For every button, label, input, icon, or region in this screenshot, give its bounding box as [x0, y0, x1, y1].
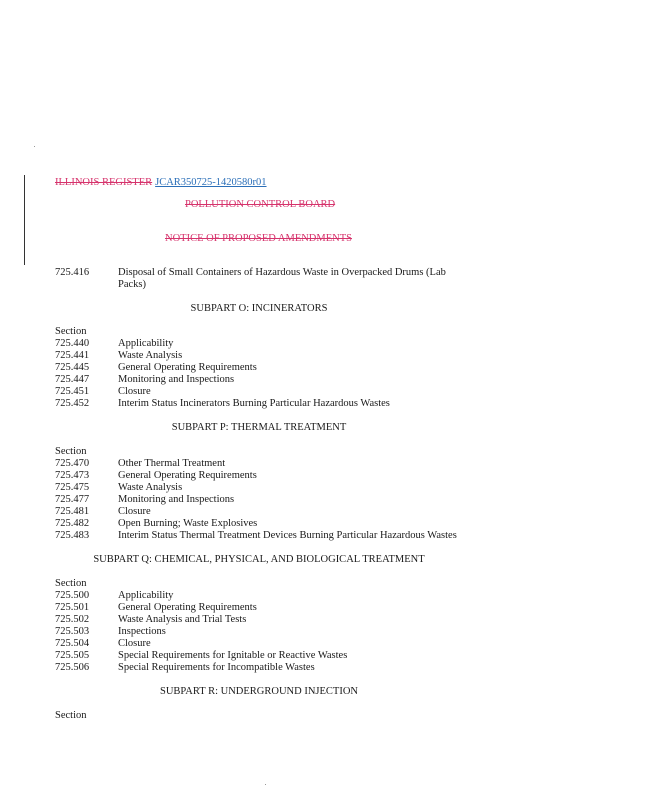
section-number: 725.470	[55, 458, 90, 469]
subpart-p-heading: SUBPART P: THERMAL TREATMENT	[171, 422, 347, 433]
register-deleted-text: ILLINOIS REGISTER	[55, 177, 153, 188]
subpart-r-heading: SUBPART R: UNDERGROUND INJECTION	[159, 686, 359, 697]
section-label: Section	[55, 326, 87, 337]
section-title: Closure	[118, 386, 151, 397]
section-title: Inspections	[118, 626, 166, 637]
section-title-line: Packs)	[118, 279, 146, 290]
section-number: 725.451	[55, 386, 90, 397]
section-title: Waste Analysis and Trial Tests	[118, 614, 247, 625]
scan-speck	[265, 784, 266, 785]
section-number: 725.473	[55, 470, 90, 481]
section-title: Interim Status Incinerators Burning Particular Hazardous Wastes	[118, 398, 390, 409]
section-number: 725.482	[55, 518, 90, 529]
section-title: Applicability	[118, 338, 174, 349]
section-title-line: Disposal of Small Containers of Hazardous Waste in Overpacked Drums (Lab	[118, 267, 446, 278]
section-number: 725.440	[55, 338, 90, 349]
section-label: Section	[55, 710, 87, 721]
section-title: Monitoring and Inspections	[118, 494, 235, 505]
section-label: Section	[55, 578, 87, 589]
section-title: General Operating Requirements	[118, 362, 257, 373]
section-number: 725.502	[55, 614, 90, 625]
section-number: 725.445	[55, 362, 90, 373]
section-number: 725.504	[55, 638, 90, 649]
section-number: 725.447	[55, 374, 90, 385]
section-number: 725.500	[55, 590, 90, 601]
scan-speck	[34, 146, 35, 147]
section-title: Closure	[118, 506, 151, 517]
section-title: Interim Status Thermal Treatment Devices Burning Particular Hazardous Wastes	[118, 530, 457, 541]
section-number: 725.475	[55, 482, 90, 493]
section-title: Waste Analysis	[118, 350, 183, 361]
section-number: 725.481	[55, 506, 90, 517]
section-title: Closure	[118, 638, 151, 649]
section-number: 725.441	[55, 350, 90, 361]
subpart-q-heading: SUBPART Q: CHEMICAL, PHYSICAL, AND BIOLOGICAL TREATMENT	[93, 554, 425, 565]
section-title: Special Requirements for Incompatible Wastes	[118, 662, 315, 673]
section-title: Monitoring and Inspections	[118, 374, 235, 385]
section-title: Special Requirements for Ignitable or Reactive Wastes	[118, 650, 348, 661]
section-number: 725.483	[55, 530, 90, 541]
section-number: 725.501	[55, 602, 90, 613]
subpart-o-heading: SUBPART O: INCINERATORS	[190, 303, 328, 314]
section-label: Section	[55, 446, 87, 457]
section-number: 725.503	[55, 626, 90, 637]
section-number: 725.416	[55, 267, 90, 278]
register-inserted-text: JCAR350725-1420580r01	[155, 177, 267, 188]
section-title: Other Thermal Treatment	[118, 458, 226, 469]
register-header	[55, 177, 267, 189]
section-number: 725.506	[55, 662, 90, 673]
section-title: Waste Analysis	[118, 482, 183, 493]
board-name: POLLUTION CONTROL BOARD	[185, 199, 336, 210]
section-title: Applicability	[118, 590, 174, 601]
section-number: 725.452	[55, 398, 90, 409]
notice-title: NOTICE OF PROPOSED AMENDMENTS	[165, 233, 352, 244]
revision-change-bar	[24, 175, 25, 265]
section-title	[118, 267, 446, 291]
section-title: General Operating Requirements	[118, 602, 257, 613]
section-title: General Operating Requirements	[118, 470, 257, 481]
section-title: Open Burning; Waste Explosives	[118, 518, 258, 529]
section-number: 725.505	[55, 650, 90, 661]
section-number: 725.477	[55, 494, 90, 505]
